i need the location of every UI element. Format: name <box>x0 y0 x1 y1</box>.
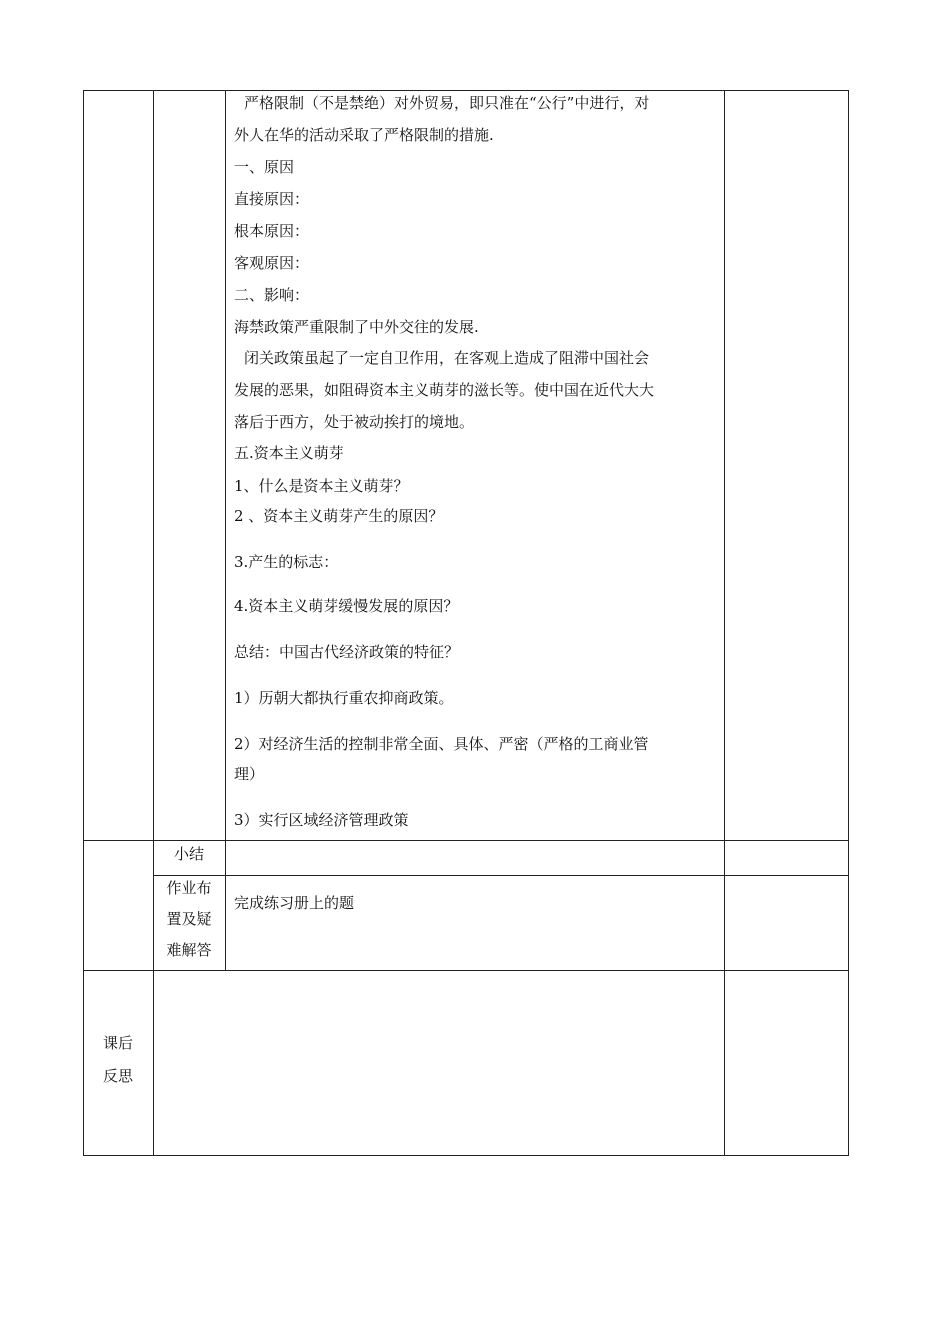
homework-content: 完成练习册上的题 <box>234 894 355 912</box>
content-line-11: 落后于西方，处于被动挨打的境地。 <box>234 413 475 431</box>
column-divider-1 <box>153 90 154 1156</box>
content-line-9: 闭关政策虽起了一定自卫作用，在客观上造成了阻滞中国社会 <box>244 349 650 367</box>
table-left-border <box>83 90 84 1156</box>
table-bottom-border <box>83 1155 849 1156</box>
content-line-4: 直接原因： <box>234 190 310 208</box>
content-line-20: 理） <box>234 765 265 783</box>
homework-label-line-3: 难解答 <box>166 941 212 959</box>
content-line-17: 总结：中国古代经济政策的特征？ <box>234 643 460 661</box>
content-line-5: 根本原因： <box>234 222 310 240</box>
summary-row-top-border <box>83 840 849 841</box>
content-line-12: 五.资本主义萌芽 <box>234 444 344 462</box>
reflection-label-line-1: 课后 <box>102 1034 133 1052</box>
content-line-2: 外人在华的活动采取了严格限制的措施. <box>234 126 494 144</box>
content-line-19: 2）对经济生活的控制非常全面、具体、严密（严格的工商业管 <box>234 735 649 753</box>
content-line-10: 发展的恶果，如阻碍资本主义萌芽的滋长等。使中国在近代大大 <box>234 381 655 399</box>
reflection-row-top-border <box>83 970 849 971</box>
summary-label: 小结 <box>173 845 204 863</box>
content-line-8: 海禁政策严重限制了中外交往的发展. <box>234 318 479 336</box>
table-top-border <box>83 90 849 91</box>
content-line-18: 1）历朝大都执行重农抑商政策。 <box>234 689 454 707</box>
column-divider-2 <box>225 90 226 970</box>
content-line-16: 4.资本主义萌芽缓慢发展的原因？ <box>234 597 459 615</box>
content-line-3: 一、原因 <box>234 158 295 176</box>
table-right-border <box>848 90 849 1156</box>
content-line-14: 2 、资本主义萌芽产生的原因？ <box>234 507 444 525</box>
homework-label-line-1: 作业布 <box>166 879 212 897</box>
reflection-label-line-2: 反思 <box>102 1067 133 1085</box>
content-line-6: 客观原因： <box>234 254 310 272</box>
content-line-15: 3.产生的标志： <box>234 553 339 571</box>
content-line-21: 3）实行区域经济管理政策 <box>234 811 409 829</box>
content-line-13: 1、什么是资本主义萌芽？ <box>234 477 409 495</box>
content-line-7: 二、影响： <box>234 286 310 304</box>
homework-label-line-2: 置及疑 <box>166 910 212 928</box>
column-divider-3 <box>724 90 725 1156</box>
homework-row-top-border <box>153 875 849 876</box>
content-line-1: 严格限制（不是禁绝）对外贸易，即只准在“公行”中进行，对 <box>244 94 650 112</box>
